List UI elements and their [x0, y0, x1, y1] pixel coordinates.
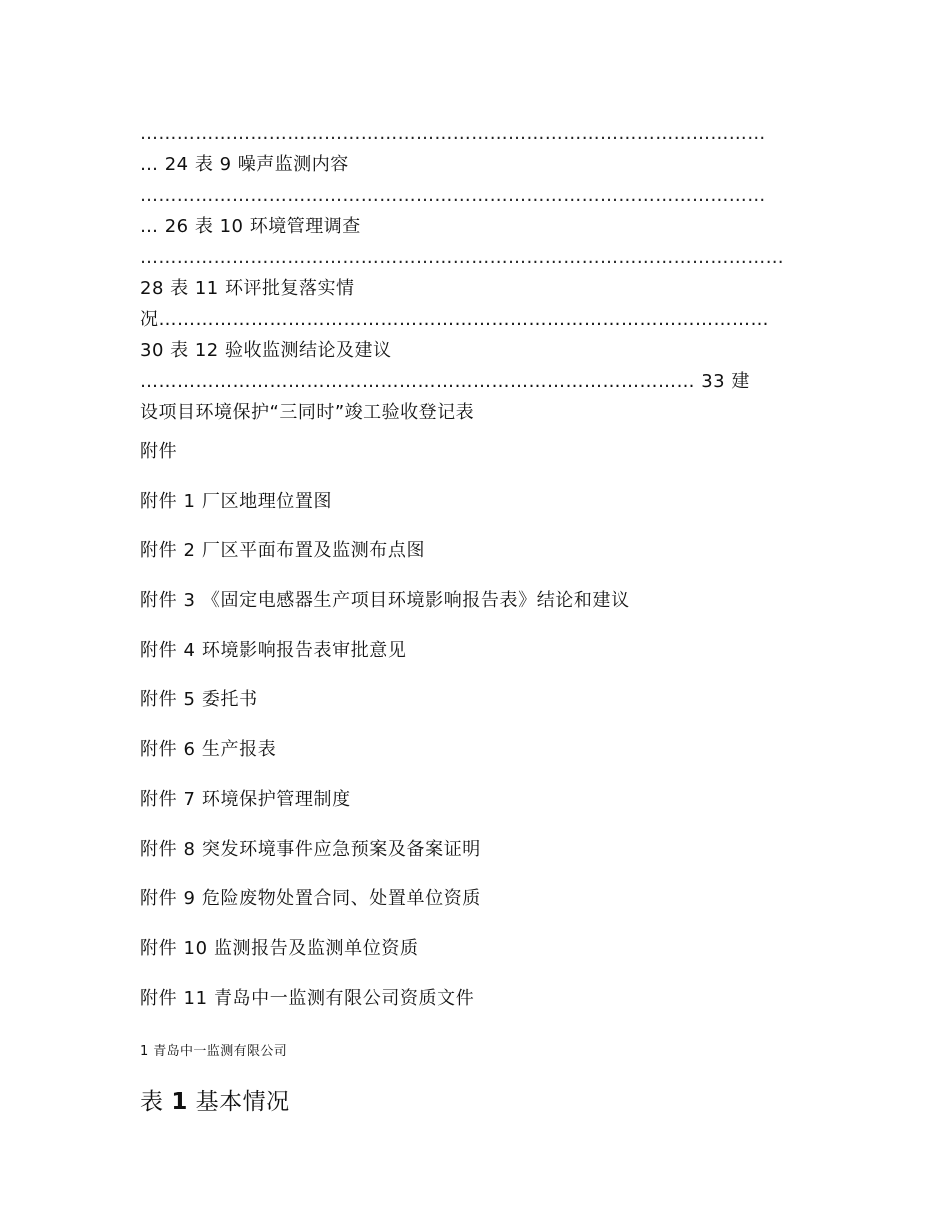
section-title: 基本情况 — [195, 1089, 290, 1115]
appendix-item: 附件 9 危险废物处置合同、处置单位资质 — [140, 888, 481, 910]
toc-entry: 28 表 11 环评批复落实情 — [140, 278, 355, 299]
toc-entry: 设项目环境保护“三同时”竣工验收登记表 — [140, 402, 475, 423]
toc-leader-dots: ………………………………………………………………………………………… — [140, 185, 766, 206]
appendix-item: 附件 5 委托书 — [140, 689, 258, 711]
toc-leader-dots: ………………………………………………………………………………………… — [140, 123, 766, 144]
section-number: 1 — [171, 1089, 188, 1115]
page-footer: 1 青岛中一监测有限公司 — [140, 1044, 288, 1059]
appendix-item: 附件 10 监测报告及监测单位资质 — [140, 937, 419, 959]
appendix-item: 附件 2 厂区平面布置及监测布点图 — [140, 540, 426, 562]
appendix-item: 附件 11 青岛中一监测有限公司资质文件 — [140, 987, 475, 1009]
toc-entry: ……………………………………………………………………………… 33 建 — [140, 371, 750, 392]
toc-entry: … 26 表 10 环境管理调查 — [140, 216, 361, 237]
toc-entry: 30 表 12 验收监测结论及建议 — [140, 340, 392, 361]
table-of-contents — [140, 118, 815, 428]
toc-leader-dots: …………………………………………………………………………………………… — [140, 247, 784, 268]
appendix-heading: 附件 — [140, 441, 178, 462]
section-prefix: 表 — [140, 1089, 164, 1115]
appendix-item: 附件 8 突发环境事件应急预案及备案证明 — [140, 838, 481, 860]
toc-entry: … 24 表 9 噪声监测内容 — [140, 154, 349, 175]
section-heading — [140, 1083, 290, 1116]
appendix-item: 附件 3 《固定电感器生产项目环境影响报告表》结论和建议 — [140, 590, 630, 612]
appendix-item: 附件 4 环境影响报告表审批意见 — [140, 639, 407, 661]
appendix-item: 附件 7 环境保护管理制度 — [140, 788, 351, 810]
appendix-item: 附件 6 生产报表 — [140, 739, 277, 761]
appendix-list — [140, 440, 630, 1036]
toc-entry: 况……………………………………………………………………………………… — [140, 309, 769, 330]
appendix-item: 附件 1 厂区地理位置图 — [140, 490, 333, 512]
